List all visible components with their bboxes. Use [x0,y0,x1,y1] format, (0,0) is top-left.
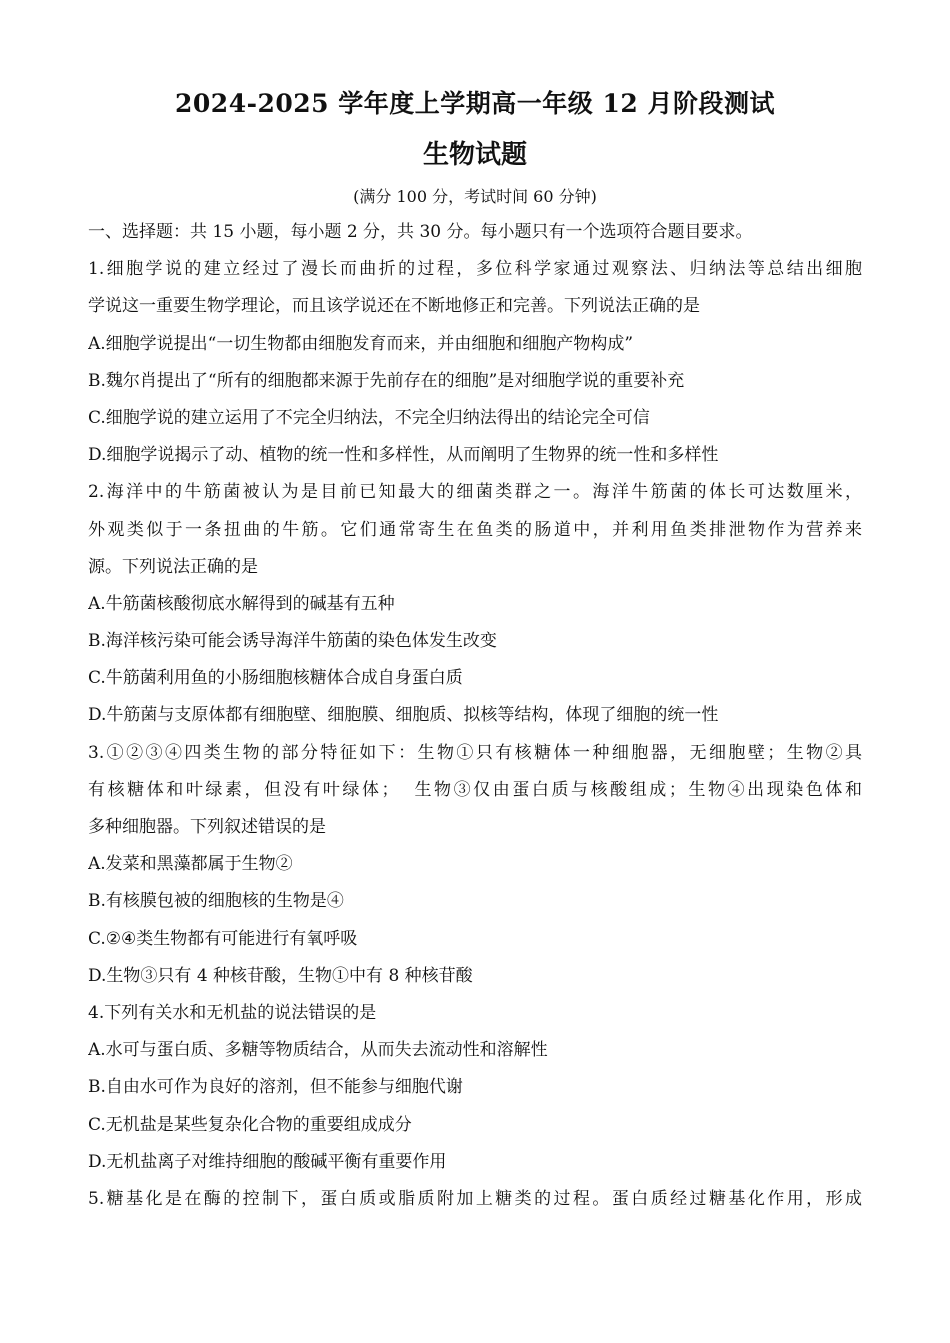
question-5-stem-line: 5.糖基化是在酶的控制下，蛋白质或脂质附加上糖类的过程。蛋白质经过糖基化作用，形成 [88,1188,862,1209]
question-3-stem-line: 有核糖体和叶绿素，但没有叶绿体； 生物③仅由蛋白质与核酸组成；生物④出现染色体和 [88,779,862,800]
question-4-option-b: B.自由水可作为良好的溶剂，但不能参与细胞代谢 [88,1077,463,1098]
question-2-option-a: A.牛筋菌核酸彻底水解得到的碱基有五种 [88,593,395,614]
question-2-option-b: B.海洋核污染可能会诱导海洋牛筋菌的染色体发生改变 [88,631,497,652]
question-4-option-c: C.无机盐是某些复杂化合物的重要组成成分 [88,1114,412,1135]
exam-subject: 生物试题 [422,140,527,170]
question-3-option-a: A.发菜和黑藻都属于生物② [88,854,293,875]
question-1-option-b: B.魏尔肖提出了“所有的细胞都来源于先前存在的细胞”是对细胞学说的重要补充 [88,370,685,391]
question-3-stem-line: 多种细胞器。下列叙述错误的是 [88,817,326,837]
section-heading: 一、选择题：共 15 小题，每小题 2 分，共 30 分。每小题只有一个选项符合题目要求。 [88,222,753,242]
question-2-option-d: D.牛筋菌与支原体都有细胞壁、细胞膜、细胞质、拟核等结构，体现了细胞的统一性 [88,705,719,726]
question-3-option-c: C.②④类生物都有可能进行有氧呼吸 [88,928,358,949]
question-4-stem-line: 4.下列有关水和无机盐的说法错误的是 [88,1002,377,1023]
question-2-option-c: C.牛筋菌利用鱼的小肠细胞核糖体合成自身蛋白质 [88,668,463,689]
question-4-option-a: A.水可与蛋白质、多糖等物质结合，从而失去流动性和溶解性 [88,1040,548,1061]
question-1-stem-line: 学说这一重要生物学理论，而且该学说还在不断地修正和完善。下列说法正确的是 [88,296,700,317]
question-1-stem-line: 1.细胞学说的建立经过了漫长而曲折的过程，多位科学家通过观察法、归纳法等总结出细胞 [88,259,862,280]
question-2-stem-line: 外观类似于一条扭曲的牛筋。它们通常寄生在鱼类的肠道中，并利用鱼类排泄物作为营养来 [88,519,862,540]
question-3-option-d: D.生物③只有 4 种核苷酸，生物①中有 8 种核苷酸 [88,965,473,986]
question-2-stem-line: 2.海洋中的牛筋菌被认为是目前已知最大的细菌类群之一。海洋牛筋菌的体长可达数厘米， [88,482,862,503]
exam-content [88,214,862,1218]
question-2-stem-line: 源。下列说法正确的是 [88,556,258,577]
question-1-option-d: D.细胞学说揭示了动、植物的统一性和多样性，从而阐明了生物界的统一性和多样性 [88,445,719,466]
question-4-option-d: D.无机盐离子对维持细胞的酸碱平衡有重要作用 [88,1151,447,1172]
question-1-option-c: C.细胞学说的建立运用了不完全归纳法，不完全归纳法得出的结论完全可信 [88,407,650,428]
exam-note: (满分 100 分，考试时间 60 分钟) [353,187,597,206]
exam-title: 2024-2025 学年度上学期高一年级 12 月阶段测试 [175,89,775,118]
question-1-option-a: A.细胞学说提出“一切生物都由细胞发育而来，并由细胞和细胞产物构成” [88,333,634,354]
question-3-stem-line: 3.①②③④四类生物的部分特征如下：生物①只有核糖体一种细胞器，无细胞壁；生物②具 [88,742,862,763]
question-3-option-b: B.有核膜包被的细胞核的生物是④ [88,891,344,912]
